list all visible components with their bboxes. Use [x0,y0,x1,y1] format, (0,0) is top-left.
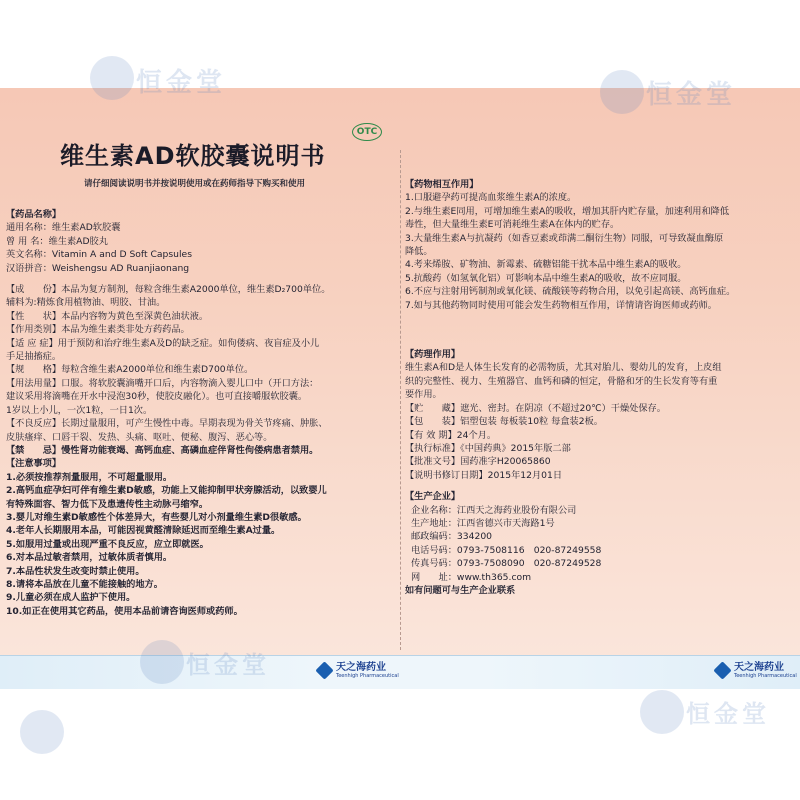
watermark-right-logo [600,70,644,114]
revision-date-line: 【说明书修订日期】2015年12月01日 [405,469,563,481]
approval-number-line: 【批准文号】国药准字H20065860 [405,456,551,468]
dosage-line: 1岁以上小儿，一次1粒，一日1次。 [6,404,153,416]
watermark-bottom-left-logo [20,710,64,754]
precaution-item: 4.老年人长期服用本品，可能因视黄醛清除延迟而至维生素A过量。 [6,525,281,537]
adverse-reaction-line: 皮肤瘙痒、口唇干裂、发热、头痛、呕吐、便秘、腹泻、恶心等。 [6,431,273,443]
interactions-heading: 【药物相互作用】 [405,179,479,190]
manufacturer-line: 邮政编码：334200 [411,531,493,543]
column-divider [400,150,401,650]
specification-line: 【规 格】每粒含维生素A2000单位和维生素D700单位。 [6,364,254,376]
leaflet-title: 维生素AD软胶囊说明书 [60,142,326,170]
manufacturer-line: 传真号码：0793-7508090 020-87249528 [411,558,602,570]
indication-line: 手足抽搐症。 [6,351,62,363]
dosage-line: 【用法用量】口服。将软胶囊滴嘴开口后，内容物滴入婴儿口中（开口方法： [6,377,319,389]
interaction-item: 7.如与其他药物同时使用可能会发生药物相互作用，详情请咨询医师或药师。 [405,299,717,311]
leaflet-subtitle: 请仔细阅读说明书并按说明使用或在药师指导下购买和使用 [84,179,306,189]
shelf-life-line: 【有 效 期】24个月。 [405,429,497,441]
watermark-bottom-logo [140,640,184,684]
adverse-reaction-line: 【不良反应】长期过量服用，可产生慢性中毒。早期表现为骨关节疼痛、肿胀、 [6,418,328,430]
right-column [405,178,795,597]
drug-name-line: 英文名称：Vitamin A and D Soft Capsules [6,249,192,261]
storage-line: 【贮 藏】遮光、密封。在阴凉（不超过20℃）干燥处保存。 [405,402,666,414]
interaction-item: 5.抗酸药（如氢氧化铝）可影响本品中维生素A的吸收，故不应同服。 [405,272,687,284]
watermark-bottom-right-logo [640,690,684,734]
precaution-item: 9.儿童必须在成人监护下使用。 [6,592,136,604]
footer-band [0,655,800,689]
precautions-heading: 【注意事项】 [6,458,62,470]
manufacturer-line: 企业名称：江西天之海药业股份有限公司 [411,504,577,516]
package-line: 【包 装】铝塑包装 每板装10粒 每盒装2板。 [405,416,603,428]
pharmacology-line: 维生素A和D是人体生长发育的必需物质，尤其对胎儿、婴幼儿的发育，上皮组 [405,362,722,374]
precaution-item: 7.本品性状发生改变时禁止使用。 [6,565,145,577]
watermark-right: 恒金堂 [646,80,737,110]
drug-name-line: 通用名称：维生素AD软胶囊 [6,222,121,234]
manufacturer-details [405,504,795,584]
precaution-item: 6.对本品过敏者禁用，过敏体质者慎用。 [6,552,173,564]
excipients-line: 辅料为:精炼食用植物油、明胶、甘油。 [6,297,166,309]
drug-name-heading: 【药品名称】 [6,209,62,220]
company-logo-right [716,662,797,679]
interaction-item: 2.与维生素E同用，可增加维生素A的吸收，增加其肝内贮存量，加速利用和降低 [405,205,730,217]
pharmacology-line: 织的完整性、视力、生殖器官、血钙和磷的恒定，骨骼和牙的生长发育等有重 [405,375,718,387]
precaution-item: 有特殊面容、智力低下及患遗传性主动脉弓缩窄。 [6,498,209,510]
left-column [6,208,394,618]
watermark-left: 恒金堂 [136,68,227,98]
company-logo-icon [315,661,333,679]
watermark-left-logo [90,56,134,100]
indication-line: 【适 应 症】用于预防和治疗维生素A及D的缺乏症。如佝偻病、夜盲症及小儿 [6,337,320,349]
manufacturer-line: 网 址：www.th365.com [411,571,532,583]
precaution-item: 2.高钙血症孕妇可伴有维生素D敏感，功能上又能抑制甲状旁腺活动，以致婴儿 [6,485,327,497]
pharmacology-heading: 【药理作用】 [405,349,461,361]
precaution-item: 10.如正在使用其它药品，使用本品前请咨询医师或药师。 [6,605,243,617]
composition-line: 【成 份】本品为复方制剂，每粒含维生素A2000单位，维生素D₂700单位。 [6,284,331,296]
interaction-item: 毒性，但大量维生素E可消耗维生素A在体内的贮存。 [405,219,620,231]
company-logo-icon [713,661,731,679]
pharmacology-line: 要作用。 [405,389,442,401]
drug-name-line: 曾 用 名：维生素AD胶丸 [6,235,108,247]
precaution-item: 8.请将本品放在儿童不能接触的地方。 [6,578,163,590]
interaction-item: 1.口服避孕药可提高血浆维生素A的浓度。 [405,192,577,204]
drug-name-line: 汉语拼音：Weishengsu AD Ruanjiaonang [6,262,190,274]
company-logo-english: Teenhigh Pharmaceutical [734,673,797,679]
company-logo-english: Teenhigh Pharmaceutical [336,673,399,679]
company-logo-left [318,662,399,679]
otc-badge: OTC [352,123,382,141]
interaction-item: 6.不应与注射用钙制剂或氧化镁、硫酸镁等药物合用，以免引起高镁、高钙血症。 [405,286,736,298]
precaution-item: 3.婴儿对维生素D敏感性个体差异大，有些婴儿对小剂量维生素D很敏感。 [6,511,307,523]
manufacturer-line: 电话号码：0793-7508116 020-87249558 [411,544,602,556]
manufacturer-heading: 【生产企业】 [405,491,461,503]
contraindication-line: 【禁 忌】慢性肾功能衰竭、高钙血症、高磷血症伴肾性佝偻病患者禁用。 [6,444,319,456]
appearance-line: 【性 状】本品内容物为黄色至深黄色油状液。 [6,310,209,322]
manufacturer-line: 生产地址：江西省德兴市天海路1号 [411,517,555,529]
contact-note: 如有问题可与生产企业联系 [405,584,516,596]
watermark-bottom: 恒金堂 [186,651,270,679]
category-line: 【作用类别】本品为维生素类非处方药药品。 [6,324,190,336]
watermark-bottom-right: 恒金堂 [686,700,770,728]
company-logo-name: 天之海药业 [734,662,784,673]
standard-line: 【执行标准】《中国药典》2015年版二部 [405,442,571,454]
precaution-item: 5.如服用过量或出现严重不良反应，应立即就医。 [6,538,209,550]
interaction-item: 降低。 [405,246,433,258]
company-logo-name: 天之海药业 [336,662,386,673]
interaction-item: 3.大量维生素A与抗凝药（如香豆素或茚满二酮衍生物）同服，可导致凝血酶原 [405,232,724,244]
precaution-item: 1.必须按推荐剂量服用，不可超量服用。 [6,471,173,483]
interaction-item: 4.考来烯胺、矿物油、新霉素、硫糖铝能干扰本品中维生素A的吸收。 [405,259,687,271]
dosage-line: 建议采用将滴嘴在开水中浸泡30秒，使胶皮融化）。也可直接嚼服软胶囊。 [6,391,308,403]
